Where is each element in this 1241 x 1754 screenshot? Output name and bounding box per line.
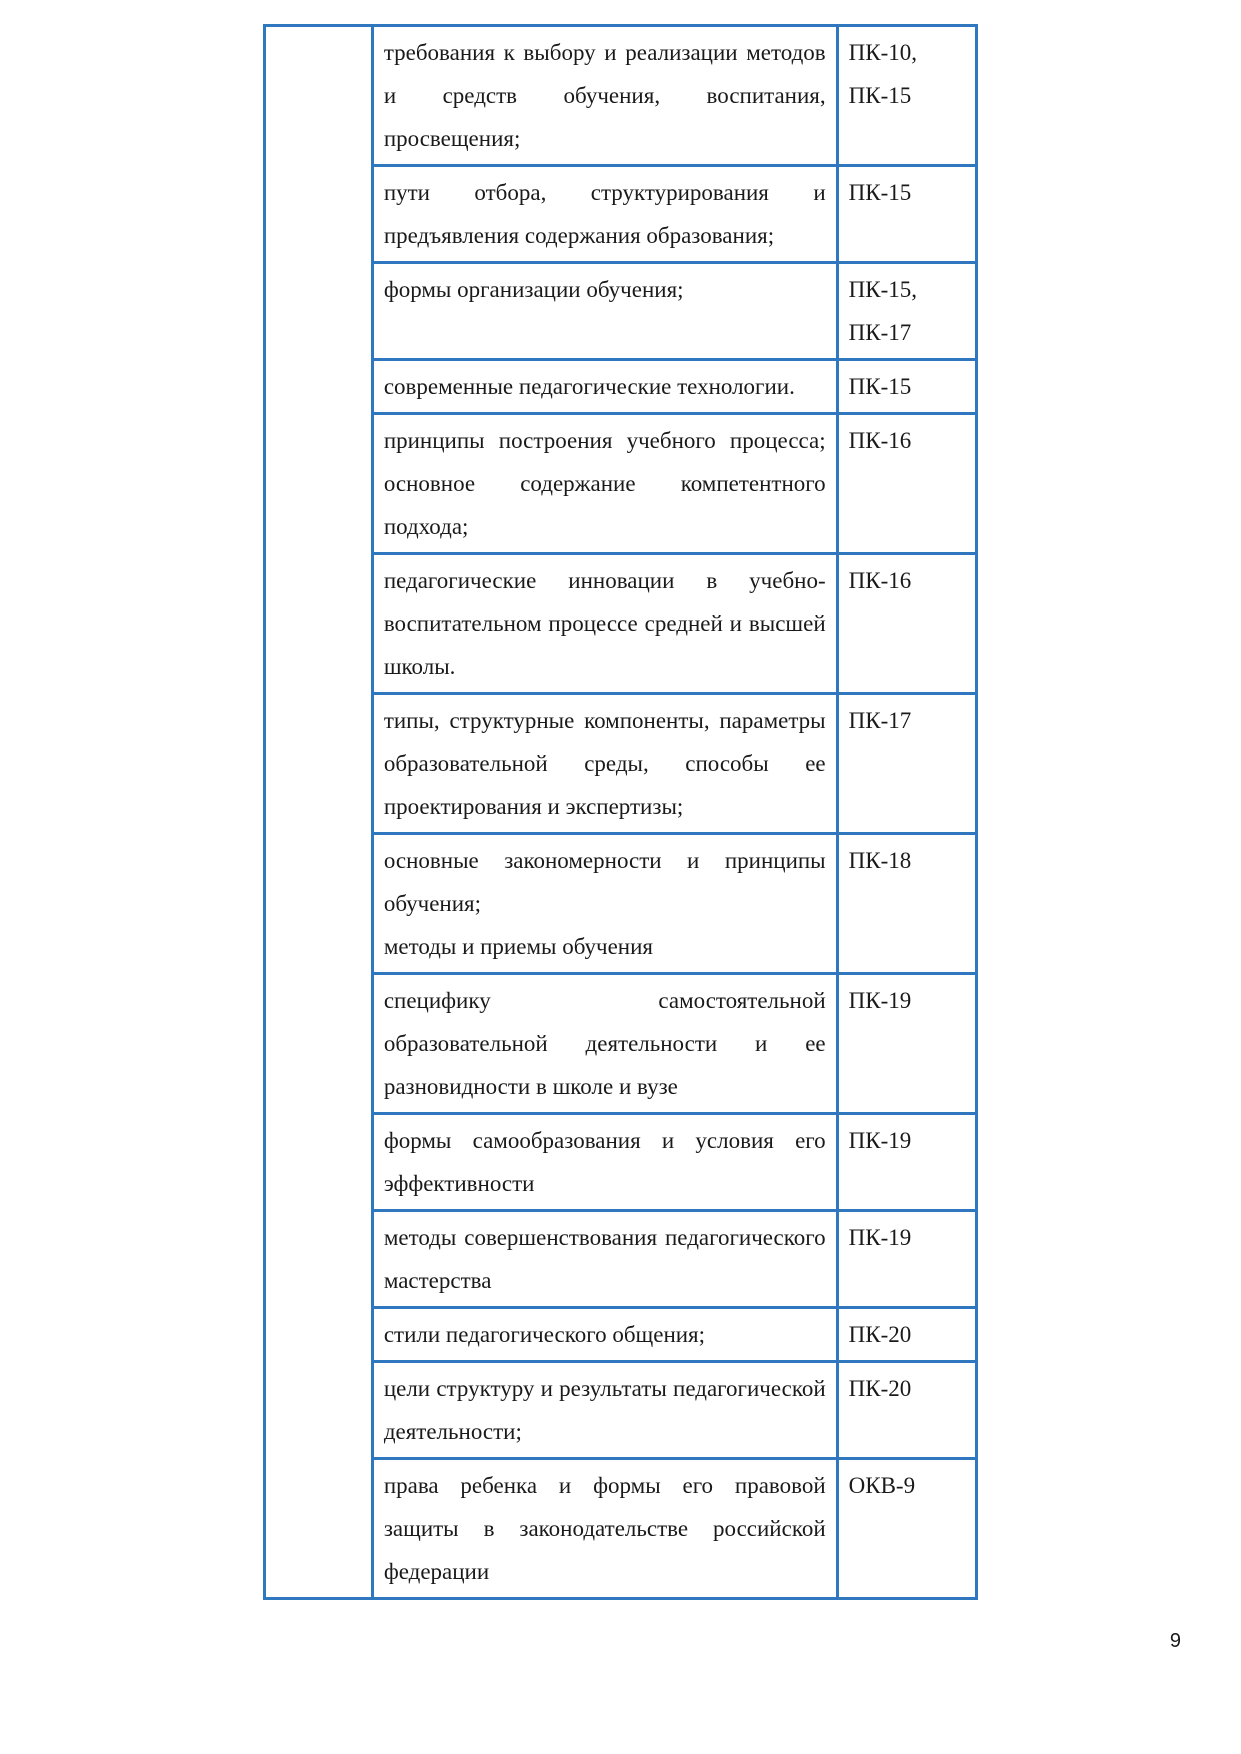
- description-cell: [372, 263, 837, 360]
- competency-code: ПК-20: [848, 1322, 912, 1347]
- competency-code-cell: [837, 554, 976, 694]
- competency-code-cell: [837, 360, 976, 414]
- competency-code-cell: [837, 694, 976, 834]
- competency-code: ПК-15: [848, 180, 912, 205]
- competency-code-cell: [837, 1362, 976, 1459]
- description-cell: [372, 166, 837, 263]
- competency-code: ПК-16: [848, 568, 912, 593]
- description-cell: [372, 1362, 837, 1459]
- competency-code: ПК-15,: [848, 277, 918, 302]
- description-cell: [372, 1308, 837, 1362]
- description-cell: [372, 974, 837, 1114]
- description-line: формы самообразования и условия его эффективности: [383, 1128, 826, 1196]
- competency-code-cell: [837, 414, 976, 554]
- description-line: принципы построения учебного процесса; основное содержание компетентного подхода;: [383, 428, 826, 539]
- competency-code: ПК-19: [848, 1225, 912, 1250]
- table-row: [265, 26, 977, 166]
- competency-code: ПК-19: [848, 1128, 912, 1153]
- competency-code: ПК-17: [848, 708, 912, 733]
- competency-code-cell: [837, 263, 976, 360]
- page-number: 9: [1169, 1630, 1181, 1652]
- description-line: методы совершенствования педагогического мастерства: [383, 1225, 826, 1293]
- description-line: стили педагогического общения;: [383, 1322, 706, 1347]
- competency-code: ПК-20: [848, 1376, 912, 1401]
- description-cell: [372, 694, 837, 834]
- competency-code-cell: [837, 1211, 976, 1308]
- competency-code-cell: [837, 1308, 976, 1362]
- competency-code-cell: [837, 834, 976, 974]
- description-cell: [372, 1211, 837, 1308]
- description-cell: [372, 554, 837, 694]
- description-line: формы организации обучения;: [383, 277, 684, 302]
- description-cell: [372, 1459, 837, 1599]
- description-line: типы, структурные компоненты, параметры образовательной среды, способы ее проектирования и экспертизы;: [383, 708, 826, 819]
- description-line: права ребенка и формы его правовой защиты в законодательстве российской федерации: [383, 1473, 826, 1584]
- competency-code-cell: [837, 26, 976, 166]
- competency-code-cell: [837, 166, 976, 263]
- competency-code-cell: [837, 974, 976, 1114]
- description-cell: [372, 1114, 837, 1211]
- table-body: [265, 26, 977, 1599]
- competency-table: [263, 24, 978, 1600]
- description-cell: [372, 834, 837, 974]
- description-cell: [372, 414, 837, 554]
- description-line: современные педагогические технологии.: [383, 374, 795, 399]
- competency-code: ПК-16: [848, 428, 912, 453]
- competency-code-cell: [837, 1114, 976, 1211]
- description-line: педагогические инновации в учебно-воспитательном процессе средней и высшей школы.: [383, 568, 826, 679]
- description-line: пути отбора, структурирования и предъявления содержания образования;: [383, 180, 826, 248]
- competency-code: ПК-15: [848, 83, 912, 108]
- competency-code: ПК-18: [848, 848, 912, 873]
- competency-code: ПК-19: [848, 988, 912, 1013]
- description-line: основные закономерности и принципы обучения;: [383, 848, 826, 916]
- description-cell: [372, 360, 837, 414]
- section-cell-empty: [265, 26, 373, 1599]
- description-line: требования к выбору и реализации методов и средств обучения, воспитания, просвещения;: [383, 40, 826, 151]
- description-line: методы и приемы обучения: [383, 934, 654, 959]
- description-line: специфику самостоятельной образовательной деятельности и ее разновидности в школе и вузе: [383, 988, 826, 1099]
- competency-code: ПК-15: [848, 374, 912, 399]
- description-line: цели структуру и результаты педагогической деятельности;: [383, 1376, 826, 1444]
- competency-code: ПК-10,: [848, 40, 918, 65]
- competency-code-cell: [837, 1459, 976, 1599]
- competency-code: ПК-17: [848, 320, 912, 345]
- competency-code: ОКВ-9: [848, 1473, 916, 1498]
- description-cell: [372, 26, 837, 166]
